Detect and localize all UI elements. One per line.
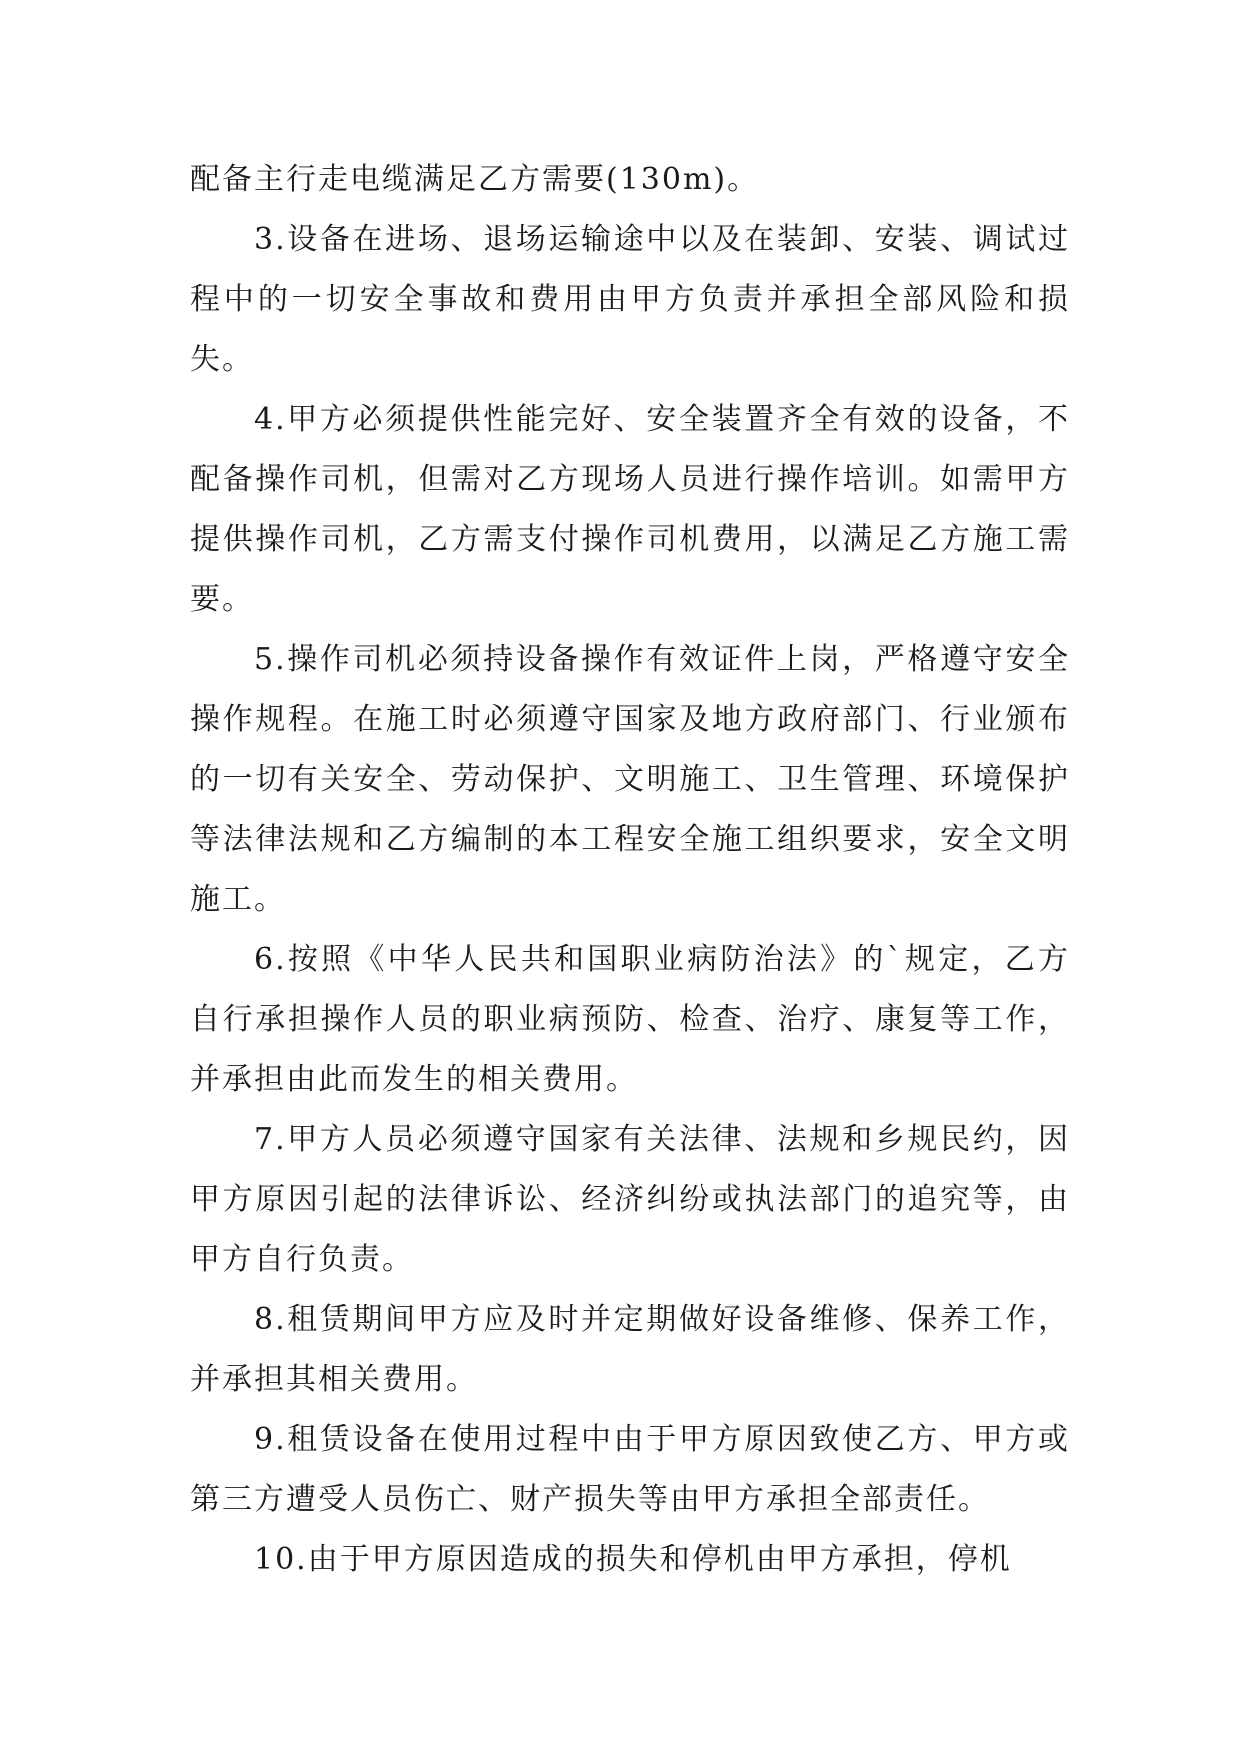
document-body (190, 150, 1070, 1590)
clause-4: 4.甲方必须提供性能完好、安全装置齐全有效的设备，不配备操作司机，但需对乙方现场人员进行操作培训。如需甲方提供操作司机，乙方需支付操作司机费用，以满足乙方施工需要。 (190, 402, 1070, 617)
clause-9: 9.租赁设备在使用过程中由于甲方原因致使乙方、甲方或第三方遭受人员伤亡、财产损失等由甲方承担全部责任。 (190, 1422, 1070, 1517)
clause-8: 8.租赁期间甲方应及时并定期做好设备维修、保养工作，并承担其相关费用。 (190, 1302, 1070, 1397)
clause-10: 10.由于甲方原因造成的损失和停机由甲方承担，停机 (254, 1542, 1012, 1577)
paragraph-cable-continuation: 配备主行走电缆满足乙方需要(130m)。 (190, 162, 760, 197)
clause-3: 3.设备在进场、退场运输途中以及在装卸、安装、调试过程中的一切安全事故和费用由甲方负责并承担全部风险和损失。 (190, 222, 1070, 377)
clause-7: 7.甲方人员必须遵守国家有关法律、法规和乡规民约，因甲方原因引起的法律诉讼、经济纠纷或执法部门的追究等，由甲方自行负责。 (190, 1122, 1070, 1277)
clause-6: 6.按照《中华人民共和国职业病防治法》的`规定，乙方自行承担操作人员的职业病预防、检查、治疗、康复等工作，并承担由此而发生的相关费用。 (190, 942, 1070, 1097)
clause-5: 5.操作司机必须持设备操作有效证件上岗，严格遵守安全操作规程。在施工时必须遵守国家及地方政府部门、行业颁布的一切有关安全、劳动保护、文明施工、卫生管理、环境保护等法律法规和乙方编制的本工程安全施工组织要求，安全文明施工。 (190, 642, 1070, 917)
